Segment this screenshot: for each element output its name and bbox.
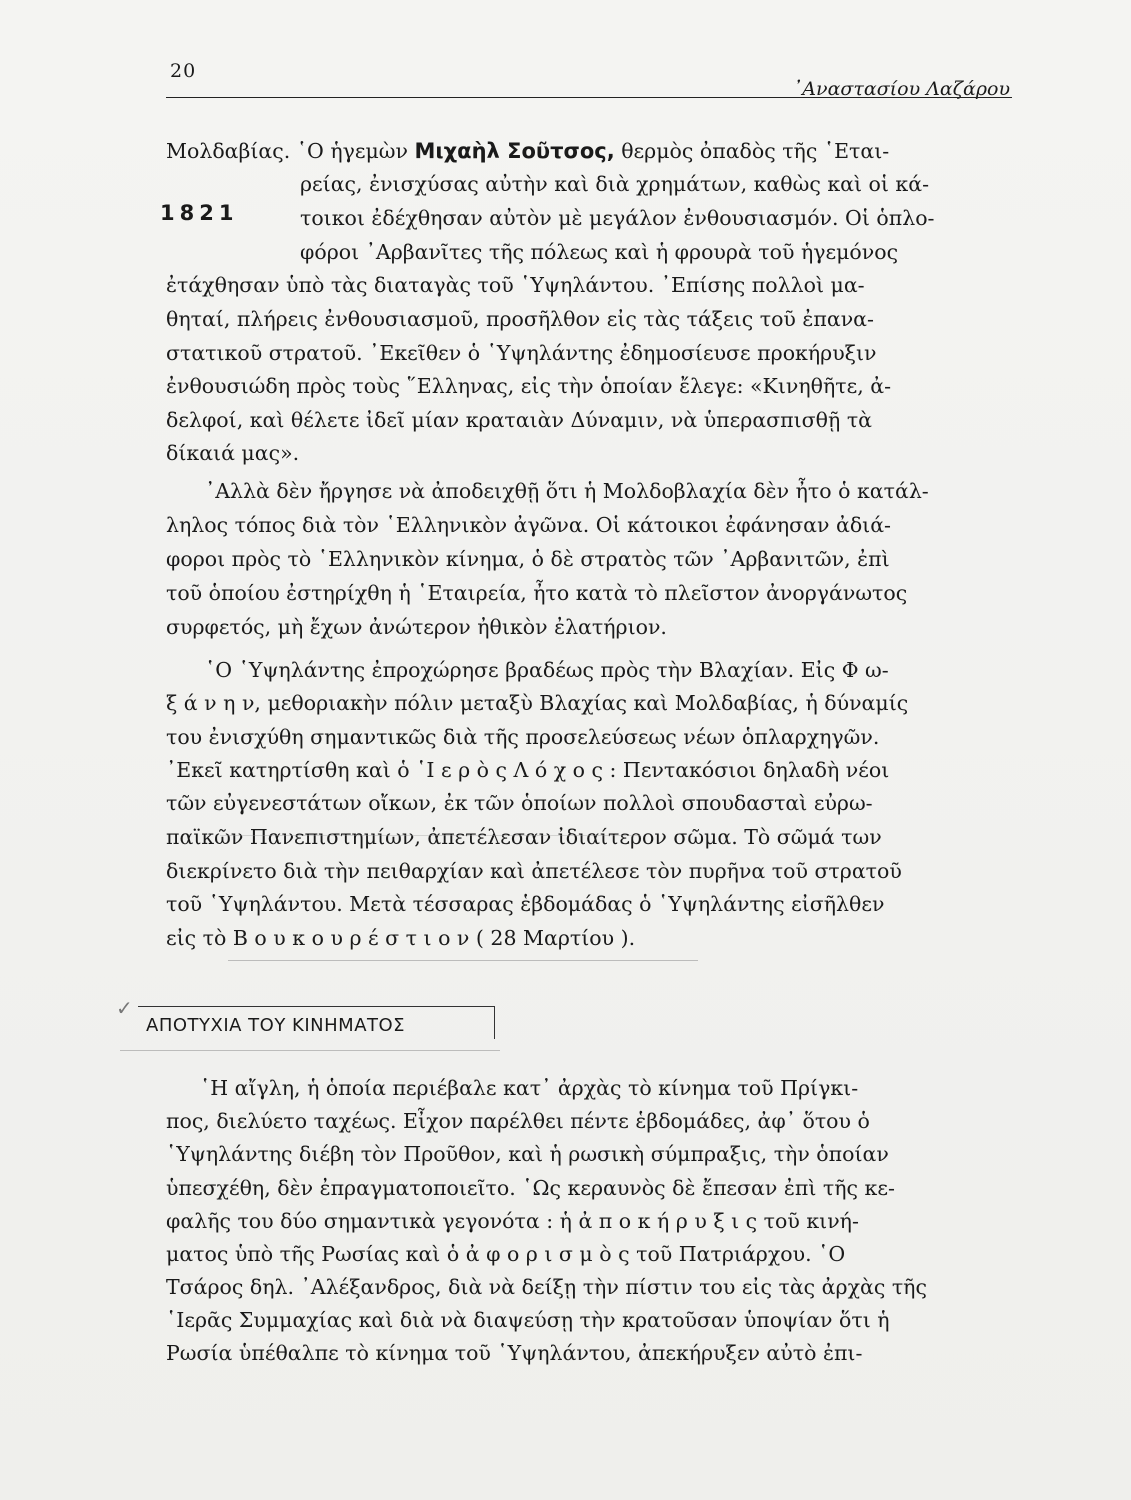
text-span: θερμὸς ὀπαδὸς τῆς ῾Εται- (614, 139, 890, 163)
text-line: ᾿Εκεῖ κατηρτίσθη καὶ ὁ ῾Ι ε ρ ὸ ς Λ ό χ ο ς : Πεντακόσιοι δηλαδὴ νέοι (166, 758, 890, 782)
text-line: Τσάρος δηλ. ᾿Αλέξανδρος, διὰ νὰ δείξῃ τὴν πίστιν του εἰς τὰς ἀρχὰς τῆς (166, 1275, 927, 1299)
text-line: ἐνθουσιώδη πρὸς τοὺς ῞Ελληνας, εἰς τὴν ὁποίαν ἔλεγε: «Κινηθῆτε, ἀ- (166, 374, 892, 398)
text-line: τοῦ ὁποίου ἐστηρίχθη ἡ ῾Εταιρεία, ἦτο κατὰ τὸ πλεῖστον ἀνοργάνωτος (166, 581, 908, 605)
page-header (164, 58, 1012, 98)
text-line: διεκρίνετο διὰ τὴν πειθαρχίαν καὶ ἀπετέλεσε τὸν πυρῆνα τοῦ στρατοῦ (166, 859, 902, 883)
text-span: Μολδαβίας. ῾Ο ἡγεμὼν (166, 139, 415, 163)
text-line: παϊκῶν Πανεπιστημίων, ἀπετέλεσαν ἰδιαίτερον σῶμα. Τὸ σῶμά των (166, 825, 882, 849)
pencil-underline (220, 835, 640, 836)
text-line: στατικοῦ στρατοῦ. ᾿Εκεῖθεν ὁ ῾Υψηλάντης ἐδημοσίευσε προκήρυξιν (166, 341, 877, 365)
text-line: ὑπεσχέθη, δὲν ἐπραγματοποιεῖτο. ῾Ως κεραυνὸς δὲ ἔπεσαν ἐπὶ τῆς κε- (166, 1176, 895, 1200)
text-line: φαλῆς του δύο σημαντικὰ γεγονότα : ἡ ἀ π ο κ ή ρ υ ξ ι ς τοῦ κινή- (166, 1209, 859, 1233)
text-line: του ἐνισχύθη σημαντικῶς διὰ τῆς προσελεύσεως νέων ὁπλαρχηγῶν. (166, 725, 880, 749)
text-line: ἐτάχθησαν ὑπὸ τὰς διαταγὰς τοῦ ῾Υψηλάντου. ᾿Επίσης πολλοὶ μα- (166, 273, 865, 297)
text-line: τῶν εὐγενεστάτων οἴκων, ἐκ τῶν ὁποίων πολλοὶ σπουδασταὶ εὐρω- (166, 791, 873, 815)
margin-year: 1821 (160, 201, 239, 225)
text-line: ῾Ιερᾶς Συμμαχίας καὶ διὰ νὰ διαψεύσῃ τὴν κρατοῦσαν ὑποψίαν ὅτι ἡ (166, 1308, 890, 1332)
header-rule (166, 97, 1012, 98)
text-line: ρείας, ἐνισχύσας αὐτὴν καὶ διὰ χρημάτων, καθὼς καὶ οἱ κά- (300, 172, 930, 196)
text-line: ῾Ο ῾Υψηλάντης ἐπροχώρησε βραδέως πρὸς τὴν Βλαχίαν. Εἰς Φ ω- (205, 658, 889, 682)
text-line: Ρωσία ὑπέθαλπε τὸ κίνημα τοῦ ῾Υψηλάντου, ἀπεκήρυξεν αὐτὸ ἐπι- (166, 1341, 863, 1365)
text-line: πος, διελύετο ταχέως. Εἶχον παρέλθει πέντε ἑβδομάδες, ἀφ᾿ ὅτου ὁ (166, 1109, 870, 1133)
text-line (166, 138, 889, 164)
text-line: θηταί, πλήρεις ἐνθουσιασμοῦ, προσῆλθον εἰς τὰς τάξεις τοῦ ἐπανα- (166, 307, 874, 331)
pencil-underline (120, 1050, 500, 1051)
text-line: δίκαιά μας». (166, 441, 300, 465)
text-line: συρφετός, μὴ ἔχων ἀνώτερον ἠθικὸν ἐλατήριον. (166, 615, 667, 639)
text-line: φόροι ᾿Αρβανῖτες τῆς πόλεως καὶ ἡ φρουρὰ τοῦ ἡγεμόνος (300, 240, 899, 264)
bold-name: Μιχαὴλ Σοῦτσος, (414, 139, 615, 163)
text-line: τοικοι ἐδέχθησαν αὐτὸν μὲ μεγάλον ἐνθουσιασμόν. Οἱ ὁπλο- (300, 206, 935, 230)
text-line: τοῦ ῾Υψηλάντου. Μετὰ τέσσαρας ἑβδομάδας ὁ ῾Υψηλάντης εἰσῆλθεν (166, 892, 885, 916)
text-line: ληλος τόπος διὰ τὸν ῾Ελληνικὸν ἀγῶνα. Οἱ κάτοικοι ἐφάνησαν ἀδιά- (166, 513, 891, 537)
pencil-underline (228, 960, 698, 961)
pencil-check-mark: ✓ (116, 996, 133, 1020)
text-line: ᾿Αλλὰ δὲν ἤργησε νὰ ἀποδειχθῇ ὅτι ἡ Μολδοβλαχία δὲν ἦτο ὁ κατάλ- (205, 479, 929, 503)
text-line: δελφοί, καὶ θέλετε ἰδεῖ μίαν κραταιὰν Δύναμιν, νὰ ὑπερασπισθῇ τὰ (166, 408, 872, 432)
text-line: φοροι πρὸς τὸ ῾Ελληνικὸν κίνημα, ὁ δὲ στρατὸς τῶν ᾿Αρβανιτῶν, ἐπὶ (166, 547, 890, 571)
text-line: ῾Υψηλάντης διέβη τὸν Προῦθον, καὶ ἡ ρωσικὴ σύμπραξις, τὴν ὁποίαν (166, 1142, 889, 1166)
section-heading-box (138, 1006, 496, 1040)
text-line: ματος ὑπὸ τῆς Ρωσίας καὶ ὁ ἀ φ ο ρ ι σ μ ὸ ς τοῦ Πατριάρχου. ῾Ο (166, 1242, 846, 1266)
section-heading: ΑΠΟΤΥΧΙΑ ΤΟΥ ΚΙΝΗΜΑΤΟΣ (146, 1015, 406, 1036)
running-head: ᾿Αναστασίου Λαζάρου (792, 78, 1010, 100)
text-line: ξ ά ν η ν, μεθοριακὴν πόλιν μεταξὺ Βλαχίας καὶ Μολδαβίας, ἡ δύναμίς (166, 691, 909, 715)
text-line: ῾Η αἴγλη, ἡ ὁποία περιέβαλε κατ᾿ ἀρχὰς τὸ κίνημα τοῦ Πρίγκι- (200, 1076, 859, 1100)
page-number: 20 (170, 60, 197, 82)
text-line: εἰς τὸ Β ο υ κ ο υ ρ έ σ τ ι ο ν ( 28 Μαρτίου ). (166, 926, 636, 950)
